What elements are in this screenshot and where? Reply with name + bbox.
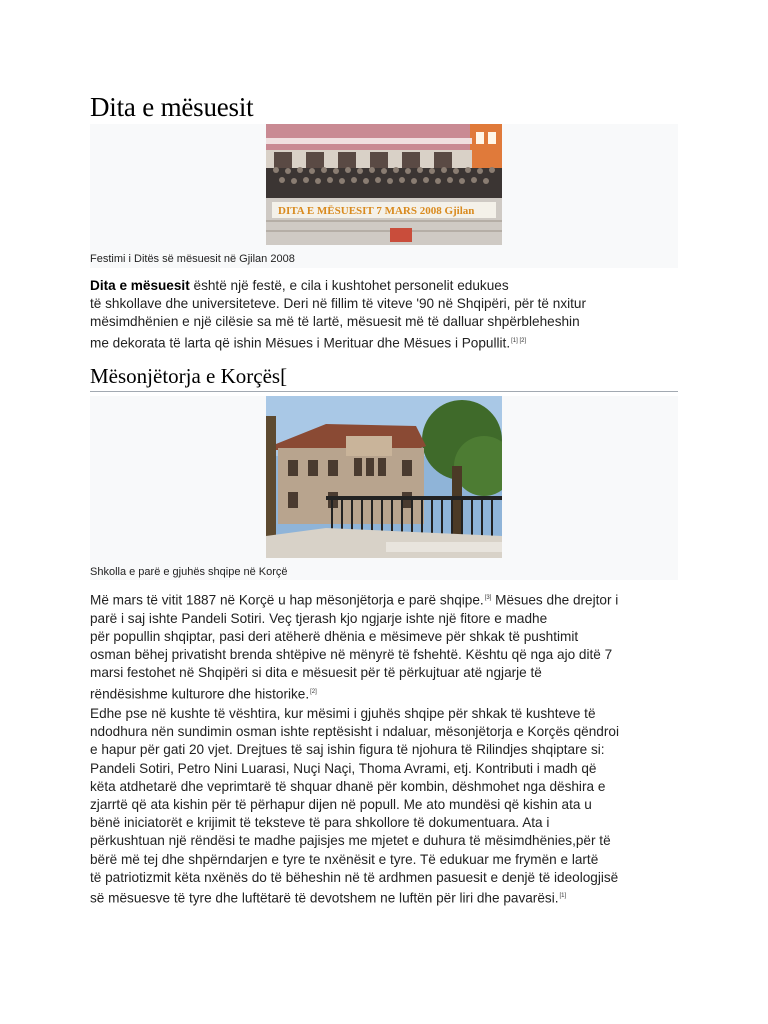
reference-link[interactable]: [2] [310,688,317,695]
text-line: është një festë, e cila i kushtohet personelit edukues [189,278,509,293]
text-line: parë i saj ishte Pandeli Sotiri. Veç tjerash kjo ngjarje ishte një fitore e madhe [90,610,548,626]
text-line: osman bëhej privatisht brenda shtëpive në mënyrë të fshehtë. Kështu që nga ajo ditë 7 [90,647,613,663]
section-heading: Mësonjëtorja e Korçës[ [90,364,678,392]
korce-school-photo[interactable] [266,396,502,558]
text-line: të shkollave dhe universiteteve. Deri në fillim të viteve '90 në Shqipëri, për të nxitur [90,296,586,312]
text-line: zjarrtë që ata kishin për të përhapur dijen në popull. Me ato mundësi që kishin ata u [90,797,592,813]
text-line: Pandeli Sotiri, Petro Nini Luarasi, Nuçi Naçi, Thoma Avrami, etj. Kontributi i madh që [90,760,597,776]
text-line: rëndësishme kulturore dhe historike. [90,686,310,702]
reference-link[interactable]: [3] [484,595,492,601]
figure-gjilan [90,124,678,268]
text-line: këta atdhetarë dhe veprimtarë të shquar dhanë për kombin, dëshmohet nga dëshira e [90,778,606,794]
text-line: marsi festohet në Shqipëri si dita e mësuesit për të përkujtuar atë ngjarje të [90,665,542,681]
text-line: Mësues dhe drejtor i [491,592,619,608]
reference-link[interactable]: [1] [2] [511,337,527,344]
text-line: bërë më tej dhe shpërndarjen e tyre te nxënësit e tyre. Të edukuar me frymën e lartë [90,851,599,867]
text-line: ndodhura nën sundimin osman ishte reptësisht i ndaluar, mësonjëtorja e Korçës qëndroi [90,724,619,740]
text-line: mësimdhënien e një cilësie sa më të lartë, mësuesit më të dalluar shpërbleheshin [90,314,580,330]
text-line: të patriotizmit këta nxënës do të bëheshin në të ardhmen pasuesit e denjë të ideologjisë [90,869,619,885]
banner-text: DITA E MËSUESIT 7 MARS 2008 Gjilan [278,205,475,217]
intro-bold-term: Dita e mësuesit [90,278,190,293]
school-photo-image [266,396,502,558]
text-line: Më mars të vitit 1887 në Korçë u hap mësonjëtorja e parë shqipe. [90,592,484,608]
text-line: e hapur për gati 20 vjet. Drejtues të saj ishin figura të njohura të Rilindjes shqiptare si: [90,742,605,758]
figure-korce-school [90,396,678,580]
text-line: përkushtuan një rëndësi te madhe pajisjes me mjetet e duhura të mësimdhënies,për të [90,833,611,849]
text-line: bënë iniciatorët e krijimit të teksteve të para shkollore të dokumentuara. Ata i [90,815,550,831]
reference-link[interactable]: [1] [559,893,567,900]
gjilan-photo-image [266,124,502,245]
history-paragraph [90,589,682,703]
text-line: Edhe pse në kushte të vështira, kur mësimi i gjuhës shqipe për shkak të kushteve të [90,706,596,721]
text-line: për popullin shqiptar, pasi deri atëherë dhënia e mësimeve për shkak të pushtimit [90,628,579,644]
figure-caption: Festimi i Ditës së mësuesit në Gjilan 2008 [90,253,295,265]
text-line: me dekorata të larta që ishin Mësues i Merituar dhe Mësues i Popullit. [90,335,511,351]
figure-caption: Shkolla e parë e gjuhës shqipe në Korçë [90,566,288,578]
text-line: së mësuesve të tyre dhe luftëtarë të devotshem ne luftën për liri dhe pavarësi. [90,890,559,906]
gjilan-celebration-photo[interactable] [266,124,502,245]
legacy-paragraph [90,705,682,908]
page-title: Dita e mësuesit [90,92,254,122]
intro-paragraph [90,277,682,352]
